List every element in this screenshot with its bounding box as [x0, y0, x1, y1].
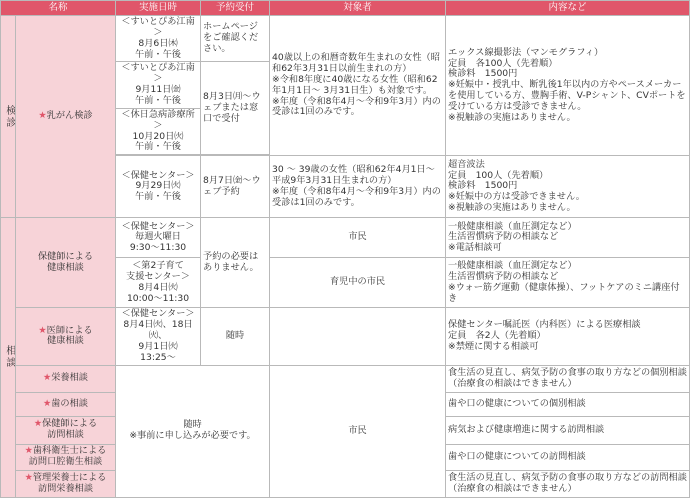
- breast-date-2: ＜すいとぴあ江南＞ 9月11日㈮ 午前・午後: [116, 62, 201, 108]
- hokenshi-target-1: 市民: [270, 218, 446, 258]
- hokenshi-date-2: ＜第2子育て 支援センター＞ 8月4日㈫ 10:00～11:30: [116, 258, 201, 308]
- breast-date-1: ＜すいとぴあ江南＞ 8月6日㈭ 午前・午後: [116, 16, 201, 62]
- table-row: [1, 218, 690, 258]
- ishi-target-empty: [270, 308, 446, 365]
- item-eiyou: ★栄養相談: [16, 365, 116, 392]
- breast-date-3: ＜休日急病診療所＞ 10月20日㈫ 午前・午後: [116, 108, 201, 154]
- header-reserve: 予約受付: [201, 1, 270, 16]
- item-breast-cancer-screening: ★乳がん検診: [16, 16, 116, 218]
- header-date: 実施日時: [116, 1, 201, 16]
- hokenshi-houmon-content: 病気および健康増進に関する訪問相談: [446, 416, 690, 444]
- ishi-reserve: 随時: [201, 308, 270, 365]
- ishi-date: ＜保健センター＞ 8月4日㈫、18日㈫、 9月1日㈫ 13:25～: [116, 308, 201, 365]
- breast-date-4: ＜保健センター＞ 9月29日㈫ 午前・午後: [116, 156, 201, 218]
- category-soudan: 相談: [1, 218, 16, 497]
- hokenshi-date-1: ＜保健センター＞ 毎週火曜日 9:30～11:30: [116, 218, 201, 258]
- hokenshi-target-2: 育児中の市民: [270, 258, 446, 308]
- item-ha: ★歯の相談: [16, 392, 116, 416]
- breast-reserve-2: 8月3日㈪～ウェブまたは窓口で受付: [201, 62, 270, 155]
- ha-content: 歯や口の健康についての個別相談: [446, 392, 690, 416]
- breast-content-1: エックス線撮影法（マンモグラフィ） 定員 各100人（先着順） 検診料 1500円 ※妊娠中・授乳中、断乳後1年以内の方やペースメーカーを使用している方、豊胸手術、V-Pシャント、CVポートを受けている方は受診できません。 ※視触診の実施はありません。: [446, 16, 690, 156]
- header-name: 名称: [1, 1, 116, 16]
- table-header-row: [1, 1, 690, 16]
- item-ishi-kenkou: ★医師による 健康相談: [16, 308, 116, 365]
- breast-content-2: 超音波法 定員 100人（先着順） 検診料 1500円 ※妊娠中の方は受診できません。 ※視触診の実施はありません。: [446, 156, 690, 218]
- hokenshi-reserve: 予約の必要はありません。: [201, 218, 270, 308]
- item-hokenshi-kenkou: 保健師による 健康相談: [16, 218, 116, 308]
- breast-reserve-3: 8月7日㈮～ウェブ予約: [201, 156, 270, 218]
- item-hokenshi-houmon: ★保健師による 訪問相談: [16, 416, 116, 444]
- star-icon: ★: [38, 110, 47, 122]
- table-row: [1, 365, 690, 392]
- item-kanri: ★管理栄養士による 訪問栄養相談: [16, 470, 116, 497]
- hokenshi-content-1: 一般健康相談（血圧測定など） 生活習慣病予防の相談など ※電話相談可: [446, 218, 690, 258]
- item-shika: ★歯科衛生士による 訪問口腔衛生相談: [16, 444, 116, 470]
- table-row: [1, 308, 690, 365]
- table-row: [1, 16, 690, 62]
- breast-target-2: 30 ～ 39歳の女性（昭和62年4月1日～平成9年3月31日生まれの方） ※年度（令和8年4月～令和9年3月）内の受診は1回のみです。: [270, 156, 446, 218]
- breast-target-1: 40歳以上の和暦奇数年生まれの女性（昭和62年3月31日以前生まれの方） ※令和8年度に40歳になる女性（昭和62年1月1日～ 3月31日生）も対象です。 ※年度（令和8年4月～令和9年3月）内の受診は1回のみです。: [270, 16, 446, 156]
- header-content: 内容など: [446, 1, 690, 16]
- breast-reserve-1: ホームページをご確認ください。: [201, 16, 270, 62]
- shika-content: 歯や口の健康についての訪問相談: [446, 444, 690, 470]
- group-dates: 随時 ※事前に申し込みが必要です。: [116, 365, 270, 497]
- group-target: 市民: [270, 365, 446, 497]
- header-target: 対象者: [270, 1, 446, 16]
- eiyou-content: 食生活の見直し、病気予防の食事の取り方などの個別相談（治療食の相談はできません）: [446, 365, 690, 392]
- ishi-content: 保健センター嘱託医（内科医）による医療相談 定員 各2人（先着順） ※禁煙に関する相談可: [446, 308, 690, 365]
- category-kenshin: 検診: [1, 16, 16, 218]
- kanri-content: 食生活の見直し、病気予防の食事の取り方などの訪問相談（治療食の相談はできません）: [446, 470, 690, 497]
- hokenshi-content-2: 一般健康相談（血圧測定など） 生活習慣病予防の相談など ※ウォー筋グ運動（健康体操）、フットケアのミニ講座付き: [446, 258, 690, 308]
